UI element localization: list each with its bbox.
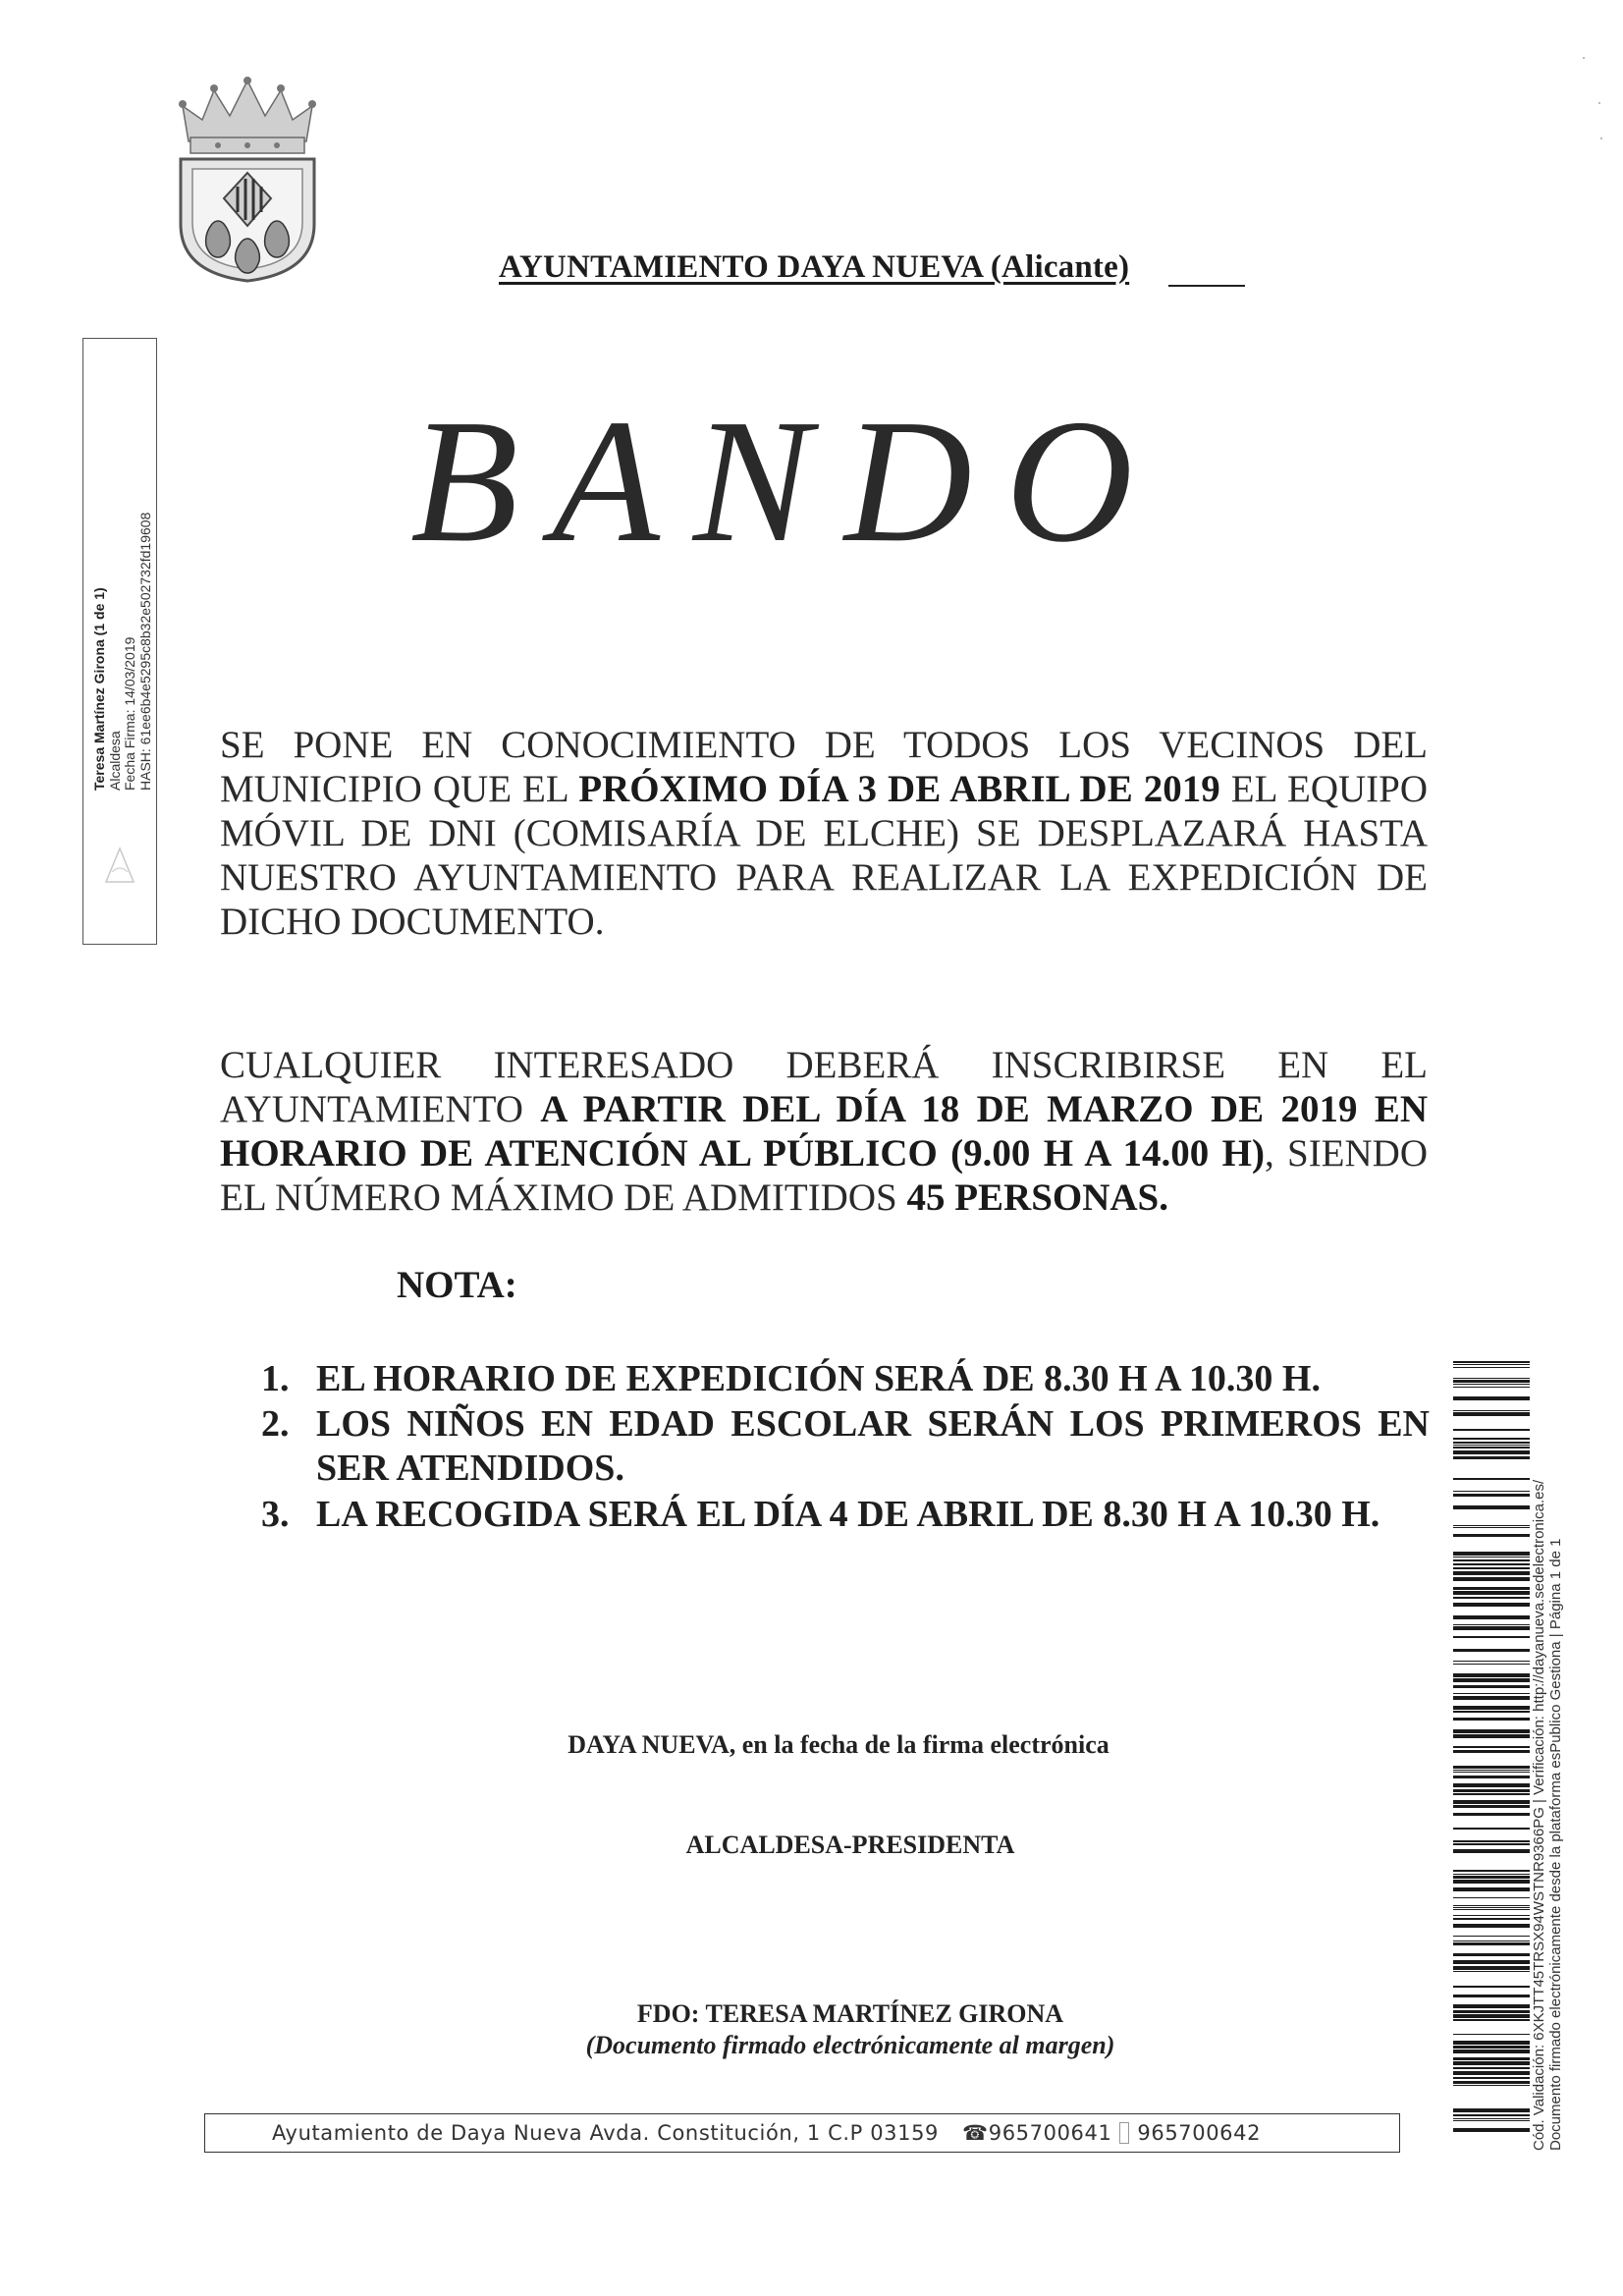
paragraph-text: CUALQUIER INTERESADO DEBERÁ INSCRIBIRSE EN EL AYUNTAMIENTO <box>220 1044 1428 1130</box>
barcode-bar <box>1453 1410 1530 1411</box>
document-title: BANDO <box>410 383 1166 578</box>
nota-heading: NOTA: <box>397 1264 517 1306</box>
barcode-bar <box>1453 1750 1530 1753</box>
footer-fax: 965700642 <box>1137 2121 1262 2145</box>
barcode-bar <box>1453 1447 1530 1449</box>
barcode-bar <box>1453 2019 1530 2021</box>
barcode-bar <box>1453 1870 1530 1872</box>
barcode-bar <box>1453 1626 1530 1630</box>
closing-signature: FDO: TERESA MARTÍNEZ GIRONA <box>636 1999 1064 2028</box>
barcode-bar <box>1453 1445 1530 1446</box>
note-item <box>261 1493 1430 1581</box>
barcode-bar <box>1453 2077 1530 2079</box>
barcode-bar <box>1453 2010 1530 2013</box>
barcode-bar <box>1453 2085 1530 2086</box>
barcode-bar <box>1453 1673 1530 1677</box>
barcode-bar <box>1453 1591 1530 1595</box>
barcode-bar <box>1453 1380 1530 1383</box>
barcode-bar <box>1453 1552 1530 1556</box>
footer-phone: 965700641 <box>988 2121 1112 2145</box>
note-number: 2. <box>261 1403 290 1445</box>
paragraph-emphasis-schedule: A PARTIR DEL DÍA 18 DE MARZO DE 2019 EN HORARIO DE ATENCIÓN AL PÚBLICO (9.00 H A 14.00 H) <box>220 1088 1428 1175</box>
barcode-bar <box>1453 1711 1530 1713</box>
validation-barcode <box>1453 1361 1530 2147</box>
barcode-bar <box>1453 1387 1530 1388</box>
barcode-bar <box>1453 1880 1530 1884</box>
barcode-bar <box>1453 1557 1530 1558</box>
barcode-bar <box>1453 1661 1530 1662</box>
barcode-bar <box>1453 1649 1530 1652</box>
barcode-bar <box>1453 1491 1530 1492</box>
barcode-bar <box>1453 1907 1530 1908</box>
barcode-bar <box>1453 2071 1530 2075</box>
barcode-bar <box>1453 1597 1530 1599</box>
note-text: LA RECOGIDA SERÁ EL DÍA 4 DE ABRIL DE 8.30 H A 10.30 H. <box>316 1494 1380 1535</box>
barcode-bar <box>1453 1636 1530 1638</box>
barcode-bar <box>1453 1615 1530 1619</box>
scan-speck <box>1583 57 1585 59</box>
barcode-bar <box>1453 1603 1530 1607</box>
barcode-bar <box>1453 1706 1530 1710</box>
paragraph-text: EL EQUIPO MÓVIL DE DNI (COMISARÍA DE ELCHE) SE DESPLAZARÁ HASTA NUESTRO AYUNTAMIENTO PARA REALIZAR LA EXPEDICIÓN DE DICHO DOCUMENTO. <box>220 768 1429 943</box>
barcode-bar <box>1453 2120 1530 2121</box>
barcode-bar <box>1453 1718 1530 1721</box>
barcode-bar <box>1453 1494 1530 1497</box>
barcode-bar <box>1453 1527 1530 1528</box>
note-text: LOS NIÑOS EN EDAD ESCOLAR SERÁN LOS PRIMEROS EN SER ATENDIDOS. <box>316 1403 1430 1489</box>
footer-address-box <box>204 2113 1400 2153</box>
barcode-bar <box>1453 1478 1530 1480</box>
barcode-bar <box>1453 1915 1530 1916</box>
barcode-bar <box>1453 1783 1530 1787</box>
scan-speck <box>1598 102 1600 104</box>
note-number: 3. <box>261 1494 290 1535</box>
barcode-bar <box>1453 2004 1530 2008</box>
barcode-bar <box>1453 1772 1530 1773</box>
barcode-bar <box>1453 1685 1530 1688</box>
barcode-bar <box>1453 1843 1530 1845</box>
barcode-bar <box>1453 1696 1530 1700</box>
barcode-bar <box>1453 1793 1530 1795</box>
closing-place: DAYA NUEVA, en la fecha de la firma electrónica <box>568 1730 1109 1759</box>
barcode-bar <box>1453 1412 1530 1416</box>
registration-paragraph <box>220 1043 1428 1220</box>
barcode-bar <box>1453 1624 1530 1625</box>
barcode-bar <box>1453 1805 1530 1808</box>
barcode-bar <box>1453 1384 1530 1385</box>
barcode-bar <box>1453 1571 1530 1575</box>
barcode-bar <box>1453 1378 1530 1379</box>
barcode-bar <box>1453 1887 1530 1891</box>
announcement-paragraph <box>220 723 1428 944</box>
telephone-icon: ☎ <box>962 2121 989 2145</box>
verification-text <box>1531 1385 1580 2151</box>
closing-signature-note: (Documento firmado electrónicamente al margen) <box>585 2031 1115 2059</box>
municipality-title: AYUNTAMIENTO DAYA NUEVA (Alicante) <box>499 249 1130 285</box>
barcode-bar <box>1453 1364 1530 1365</box>
coat-of-arms-logo <box>169 77 326 285</box>
barcode-bar <box>1453 1766 1530 1769</box>
barcode-bar <box>1453 1770 1530 1771</box>
stamp-hash: HASH: 61ee6b4e5295c8b32e502732fd19608 <box>136 512 153 791</box>
stamp-date: Fecha Firma: 14/03/2019 <box>122 636 137 791</box>
barcode-bar <box>1453 1789 1530 1792</box>
barcode-bar <box>1453 1587 1530 1590</box>
barcode-bar <box>1453 1563 1530 1565</box>
barcode-bar <box>1453 1776 1530 1778</box>
barcode-bar <box>1453 1966 1530 1970</box>
barcode-bar <box>1453 1909 1530 1910</box>
barcode-bar <box>1453 1876 1530 1879</box>
barcode-bar <box>1453 1828 1530 1830</box>
barcode-bar <box>1453 1534 1530 1537</box>
barcode-bar <box>1453 1525 1530 1526</box>
barcode-bar <box>1453 1971 1530 1972</box>
page-header <box>499 249 1245 286</box>
verification-platform-line: Documento firmado electrónicamente desde la plataforma esPublico Gestiona | Página 1 de 1 <box>1547 1538 1564 2151</box>
barcode-bar <box>1453 2050 1530 2053</box>
note-item <box>261 1357 1430 1401</box>
barcode-bar <box>1453 1450 1530 1454</box>
barcode-bar <box>1453 1746 1530 1748</box>
barcode-bar <box>1453 1456 1530 1459</box>
barcode-bar <box>1453 2041 1530 2045</box>
paragraph-text: SE PONE EN CONOCIMIENTO DE TODOS LOS VECINOS DEL MUNICIPIO QUE EL <box>220 724 1428 810</box>
barcode-bar <box>1453 1905 1530 1906</box>
barcode-bar <box>1453 1960 1530 1964</box>
barcode-bar <box>1453 1942 1530 1945</box>
footer-address: Ayutamiento de Daya Nueva Avda. Constitución, 1 C.P 03159 <box>272 2121 939 2145</box>
barcode-bar <box>1453 1849 1530 1853</box>
barcode-bar <box>1453 2108 1530 2112</box>
barcode-bar <box>1453 2057 1530 2060</box>
barcode-bar <box>1453 1953 1530 1956</box>
barcode-bar <box>1453 2081 1530 2084</box>
barcode-bar <box>1453 2128 1530 2132</box>
barcode-bar <box>1453 1840 1530 1842</box>
barcode-bar <box>1453 1800 1530 1804</box>
fax-icon <box>1119 2122 1129 2144</box>
barcode-bar <box>1453 1693 1530 1694</box>
scan-speck <box>1600 137 1602 139</box>
barcode-bar <box>1453 1986 1530 1988</box>
barcode-bar <box>1453 2014 1530 2018</box>
closing-role: ALCALDESA-PRESIDENTA <box>685 1831 1015 1859</box>
barcode-bar <box>1453 1505 1530 1509</box>
barcode-bar <box>1453 1813 1530 1816</box>
barcode-bar <box>1453 2067 1530 2069</box>
note-item <box>261 1402 1430 1491</box>
barcode-bar <box>1453 2061 1530 2065</box>
stamp-role: Alcaldesa <box>106 731 123 791</box>
barcode-bar <box>1453 1664 1530 1665</box>
paragraph-emphasis-capacity: 45 PERSONAS. <box>906 1176 1168 1219</box>
note-text: EL HORARIO DE EXPEDICIÓN SERÁ DE 8.30 H A 10.30 H. <box>316 1358 1321 1399</box>
header-underline <box>1168 285 1245 287</box>
barcode-bar <box>1453 1874 1530 1875</box>
barcode-bar <box>1453 1678 1530 1682</box>
barcode-bar <box>1453 1429 1530 1431</box>
barcode-bar <box>1453 1577 1530 1581</box>
barcode-bar <box>1453 1442 1530 1444</box>
barcode-bar <box>1453 2034 1530 2035</box>
barcode-bar <box>1453 1995 1530 1997</box>
stamp-seal-icon <box>102 843 137 890</box>
barcode-bar <box>1453 2114 1530 2116</box>
stamp-signer: Teresa Martínez Girona (1 de 1) <box>91 587 107 791</box>
barcode-bar <box>1453 1734 1530 1738</box>
barcode-bar <box>1453 2118 1530 2119</box>
barcode-bar <box>1453 1918 1530 1920</box>
barcode-bar <box>1453 2046 1530 2049</box>
barcode-bar <box>1453 1559 1530 1561</box>
paragraph-emphasis-date: PRÓXIMO DÍA 3 DE ABRIL DE 2019 <box>578 768 1220 810</box>
signature-stamp-text <box>92 201 151 791</box>
note-number: 1. <box>261 1358 290 1399</box>
barcode-bar <box>1453 1567 1530 1569</box>
barcode-bar <box>1453 1361 1530 1363</box>
barcode-bar <box>1453 1396 1530 1400</box>
barcode-bar <box>1453 1438 1530 1440</box>
barcode-bar <box>1453 1897 1530 1898</box>
barcode-bar <box>1453 1367 1530 1368</box>
barcode-bar <box>1453 1936 1530 1937</box>
barcode-bar <box>1453 1924 1530 1928</box>
verification-code-line: Cód. Validación: 6XKJTT45TRSX94WSTNR9366PG | Verificación: http://dayanueva.sedelectronica.es/ <box>1531 1479 1547 2151</box>
paragraph-text: , SIENDO EL NÚMERO MÁXIMO DE ADMITIDOS <box>220 1132 1428 1219</box>
barcode-bar <box>1453 1729 1530 1733</box>
